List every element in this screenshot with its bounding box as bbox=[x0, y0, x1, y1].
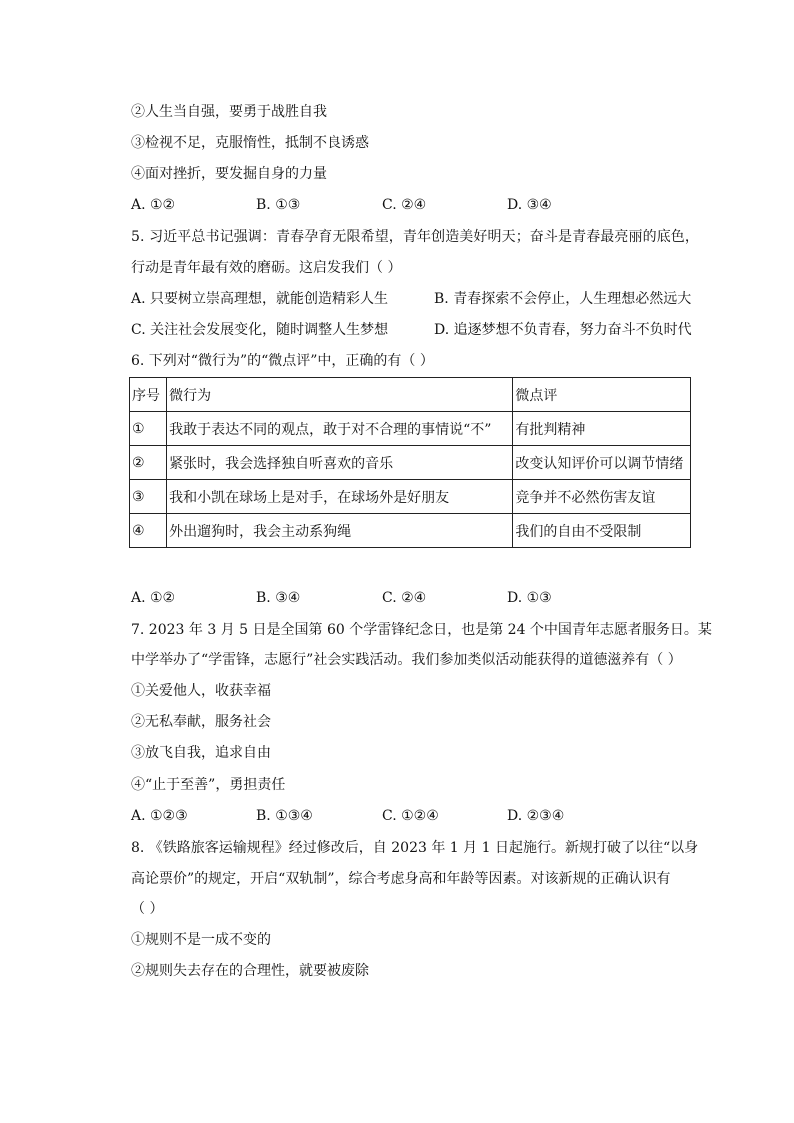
q6-option-c[interactable]: C. ②④ bbox=[382, 590, 427, 606]
q4-options bbox=[131, 195, 691, 215]
table-header-row bbox=[130, 378, 691, 412]
header-cell-comment: 微点评 bbox=[513, 378, 691, 412]
row-behavior: 我和小凯在球场上是对手，在球场外是好朋友 bbox=[167, 480, 513, 514]
q6-option-d[interactable]: D. ①③ bbox=[507, 590, 552, 606]
table-row bbox=[130, 480, 691, 514]
table-row bbox=[130, 446, 691, 480]
row-number: ③ bbox=[130, 480, 167, 514]
q5-option-d[interactable]: D. 追逐梦想不负青春，努力奋斗不负时代 bbox=[434, 322, 692, 338]
q5-option-a[interactable]: A. 只要树立崇高理想，就能创造精彩人生 bbox=[131, 291, 389, 307]
q4-option-a[interactable]: A. ①② bbox=[131, 197, 176, 213]
q5-option-b[interactable]: B. 青春探索不会停止，人生理想必然远大 bbox=[434, 291, 692, 307]
q8-stem-line1: 8. 《铁路旅客运输规程》经过修改后，自 2023 年 1 月 1 日起施行。新规打破了以往“以身 bbox=[131, 840, 699, 856]
row-comment: 我们的自由不受限制 bbox=[513, 514, 691, 548]
q7-item-2: ②无私奉献，服务社会 bbox=[131, 714, 271, 730]
q7-item-3: ③放飞自我，追求自由 bbox=[131, 745, 271, 761]
q5-option-c[interactable]: C. 关注社会发展变化，随时调整人生梦想 bbox=[131, 322, 389, 338]
q4-option-c[interactable]: C. ②④ bbox=[382, 197, 427, 213]
q7-option-a[interactable]: A. ①②③ bbox=[131, 808, 188, 824]
q7-option-d[interactable]: D. ②③④ bbox=[507, 808, 565, 824]
q4-item-4: ④面对挫折，要发掘自身的力量 bbox=[131, 166, 327, 182]
row-comment: 竞争并不必然伤害友谊 bbox=[513, 480, 691, 514]
q8-item-2: ②规则失去存在的合理性，就要被废除 bbox=[131, 963, 369, 979]
q4-item-2: ②人生当自强，要勇于战胜自我 bbox=[131, 104, 327, 120]
table-row bbox=[130, 412, 691, 446]
row-comment: 有批判精神 bbox=[513, 412, 691, 446]
q7-item-4: ④“止于至善”，勇担责任 bbox=[131, 777, 286, 793]
q5-options-row2 bbox=[131, 320, 691, 340]
q8-stem-line3: （ ） bbox=[131, 901, 164, 917]
q5-stem-line2: 行动是青年最有效的磨砺。这启发我们（ ） bbox=[131, 260, 402, 276]
header-cell-number: 序号 bbox=[130, 378, 167, 412]
q8-stem-line2: 高论票价”的规定，开启“双轨制”，综合考虑身高和年龄等因素。对该新规的正确认识有 bbox=[131, 871, 671, 887]
q6-option-a[interactable]: A. ①② bbox=[131, 590, 176, 606]
row-behavior: 外出遛狗时，我会主动系狗绳 bbox=[167, 514, 513, 548]
row-number: ② bbox=[130, 446, 167, 480]
q7-item-1: ①关爱他人，收获幸福 bbox=[131, 683, 271, 699]
q6-options bbox=[131, 588, 691, 608]
row-behavior: 紧张时，我会选择独自听喜欢的音乐 bbox=[167, 446, 513, 480]
table-row bbox=[130, 514, 691, 548]
row-comment: 改变认知评价可以调节情绪 bbox=[513, 446, 691, 480]
q8-item-1: ①规则不是一成不变的 bbox=[131, 932, 271, 948]
q6-table bbox=[129, 377, 691, 548]
row-number: ① bbox=[130, 412, 167, 446]
q4-option-b[interactable]: B. ①③ bbox=[256, 197, 301, 213]
q7-option-b[interactable]: B. ①③④ bbox=[256, 808, 313, 824]
q7-stem-line2: 中学举办了“学雷锋，志愿行”社会实践活动。我们参加类似活动能获得的道德滋养有（ ） bbox=[131, 652, 682, 668]
q7-options bbox=[131, 806, 691, 826]
q6-stem: 6. 下列对“微行为”的“微点评”中，正确的有（ ） bbox=[131, 353, 434, 369]
q4-item-3: ③检视不足，克服惰性，抵制不良诱惑 bbox=[131, 135, 369, 151]
q5-options-row1 bbox=[131, 289, 691, 309]
q5-stem-line1: 5. 习近平总书记强调：青春孕育无限希望，青年创造美好明天；奋斗是青春最亮丽的底色， bbox=[131, 229, 700, 245]
q4-option-d[interactable]: D. ③④ bbox=[507, 197, 552, 213]
row-behavior: 我敢于表达不同的观点，敢于对不合理的事情说“不” bbox=[167, 412, 513, 446]
header-cell-behavior: 微行为 bbox=[167, 378, 513, 412]
q6-option-b[interactable]: B. ③④ bbox=[256, 590, 301, 606]
q7-stem-line1: 7. 2023 年 3 月 5 日是全国第 60 个学雷锋纪念日，也是第 24 个中国青年志愿者服务日。某 bbox=[131, 622, 712, 638]
q7-option-c[interactable]: C. ①②④ bbox=[382, 808, 439, 824]
row-number: ④ bbox=[130, 514, 167, 548]
